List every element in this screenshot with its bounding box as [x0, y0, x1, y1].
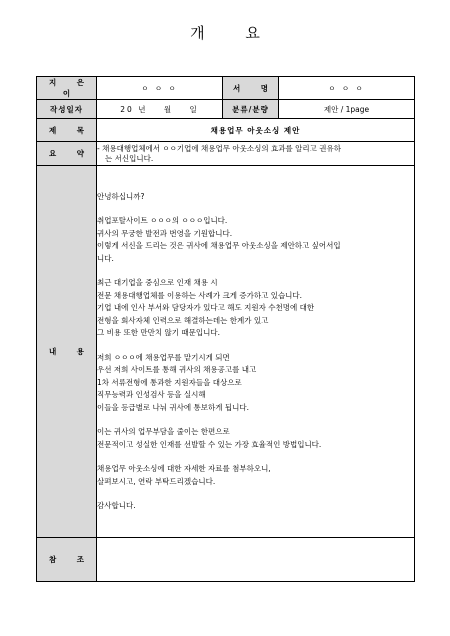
content-line: 기업 내에 인사 부서와 담당자가 있다고 해도 지원자 수천명에 대한 [97, 303, 315, 312]
date-label: 작성일자 [37, 100, 97, 119]
content-line: 그 비용 또한 만만치 않기 때문입니다. [97, 328, 220, 337]
content-line: 전형을 회사자체 인력으로 해결하는데는 한계가 있고 [97, 315, 269, 325]
content-line: 우선 저희 사이트를 통해 귀사의 채용공고를 내고 [97, 365, 257, 374]
content-line: 저희 ㅇㅇㅇ에 채용업무를 맡기시게 되면 [97, 352, 230, 362]
content-line: 안녕하십니까? [97, 191, 145, 201]
content-paragraph [97, 500, 414, 513]
content-paragraph [97, 426, 414, 451]
content-line: 직무능력과 인성검사 등을 실시해 [97, 390, 206, 399]
content-row [37, 166, 415, 538]
content-line: 이는 귀사의 업무부담을 줄이는 한편으로 [97, 427, 230, 436]
content-line: 이들을 등급별로 나눠 귀사에 통보하게 됩니다. [97, 402, 249, 412]
subject-label: 제 목 [37, 119, 97, 142]
summary-text [97, 142, 415, 166]
content-paragraph [97, 215, 414, 265]
page-title: 개 요 [190, 24, 278, 42]
content-line: 감사합니다. [97, 501, 136, 510]
content-paragraph [97, 463, 414, 488]
summary-line: 는 서신입니다. [105, 153, 154, 163]
reference-value [97, 538, 415, 582]
signature-label: 서 명 [223, 77, 279, 100]
content-line: 채용업무 아웃소싱에 대한 자세한 자료를 첨부하오니, [97, 464, 271, 473]
writer-value: ㅇ ㅇ ㅇ [97, 77, 223, 100]
date-value [97, 100, 223, 119]
writer-row [37, 77, 415, 100]
content-line: 니다. [97, 253, 114, 263]
reference-label: 참 조 [37, 538, 97, 582]
content-line: 이렇게 서신을 드리는 것은 귀사에 채용업무 아웃소싱을 제안하고 싶어서입 [97, 241, 341, 250]
content-line: 최근 대기업을 중심으로 인재 채용 시 [97, 278, 218, 287]
content-body [97, 166, 415, 538]
subject-row [37, 119, 415, 142]
content-line: 전문 채용대행업체를 이용하는 사례가 크게 증가하고 있습니다. [97, 290, 303, 300]
category-label: 분류/분량 [223, 100, 279, 119]
content-paragraph [97, 352, 414, 415]
content-label: 내 용 [37, 166, 97, 538]
content-line: 살펴보시고, 연락 부탁드리겠습니다. [97, 476, 216, 486]
content-line: 전문적이고 성실한 인재를 선발할 수 있는 가장 효율적인 방법입니다. [97, 439, 322, 449]
date-month: 월 [163, 104, 174, 114]
content-line: 귀사의 무궁한 발전과 번영을 기원합니다. [97, 228, 233, 238]
summary-line: - 채용대행업체에서 ㅇㅇ기업에 채용업무 아웃소싱의 효과를 알리고 권유하 [97, 143, 341, 153]
reference-row [37, 538, 415, 582]
date-day: 일 [189, 104, 199, 114]
content-paragraph [97, 277, 414, 340]
content-line: 취업포탈사이트 ㅇㅇㅇ의 ㅇㅇㅇ입니다. [97, 216, 228, 225]
content-paragraph [97, 191, 414, 204]
summary-form-table [36, 76, 415, 582]
content-line: 1차 서류전형에 통과한 지원자들을 대상으로 [97, 377, 242, 387]
subject-value: 채용업무 아웃소싱 제안 [97, 119, 415, 142]
date-year: 20 년 [120, 104, 148, 114]
writer-label: 지 은 이 [37, 77, 97, 100]
summary-label: 요 약 [37, 142, 97, 166]
date-row [37, 100, 415, 119]
signature-value: ㅇ ㅇ ㅇ [279, 77, 415, 100]
category-value: 제안 / 1page [279, 100, 415, 119]
summary-row [37, 142, 415, 166]
